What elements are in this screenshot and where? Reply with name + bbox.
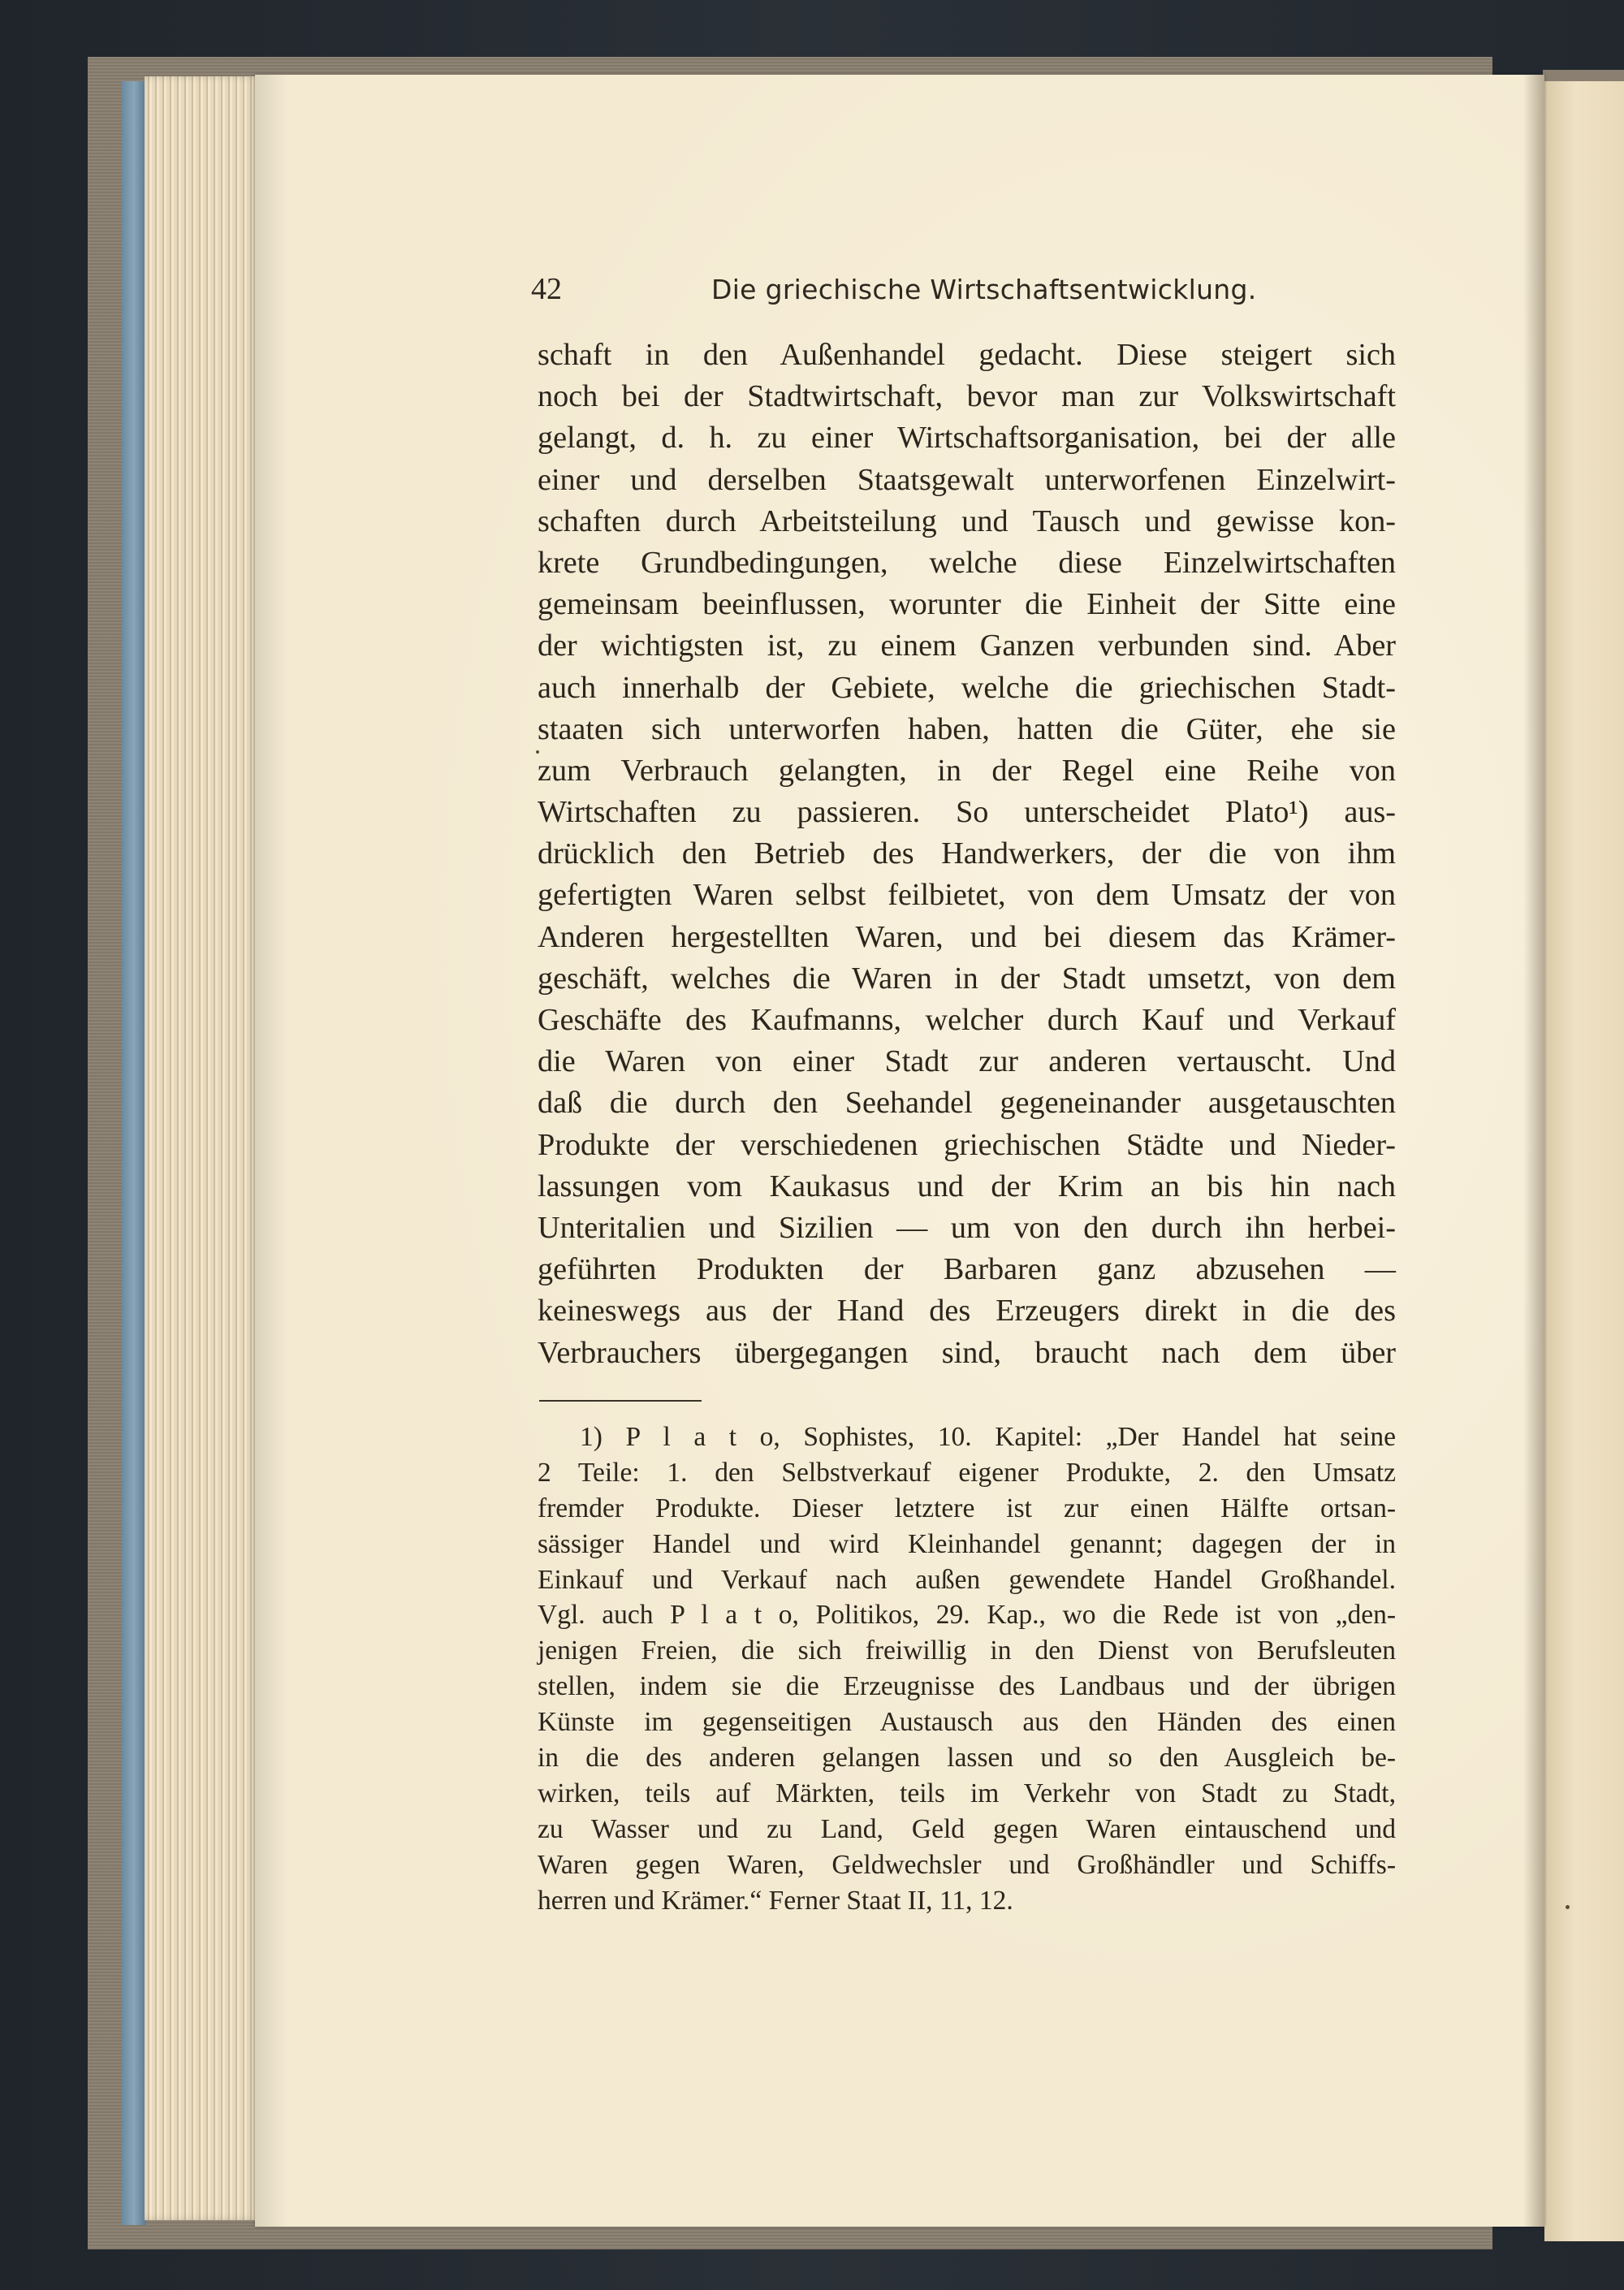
paper-speck	[536, 750, 539, 754]
footnote-line: Einkauf und Verkauf nach außen gewendete Handel Großhandel.	[538, 1564, 1396, 1595]
page-header	[531, 271, 1262, 312]
gutter-shadow	[1523, 75, 1544, 2227]
body-line: schaft in den Außenhandel gedacht. Diese steigert sich	[538, 338, 1396, 372]
footnote-line: 2 Teile: 1. den Selbstverkauf eigener Produkte, 2. den Umsatz	[538, 1457, 1396, 1488]
footnote-line: Waren gegen Waren, Geldwechsler und Großhändler und Schiffs-	[538, 1849, 1396, 1880]
body-line: daß die durch den Seehandel gegeneinander ausgetauschten	[538, 1086, 1396, 1121]
body-line: auch innerhalb der Gebiete, welche die griechischen Stadt-	[538, 670, 1396, 705]
footnote-line: zu Wasser und zu Land, Geld gegen Waren eintauschend und	[538, 1813, 1396, 1844]
running-head: Die griechische Wirtschaftsentwicklung.	[711, 274, 1257, 305]
footnote-line: jenigen Freien, die sich freiwillig in den Dienst von Berufsleuten	[538, 1635, 1396, 1666]
body-line: Geschäfte des Kaufmanns, welcher durch Kauf und Verkauf	[538, 1003, 1396, 1037]
body-line: Produkte der verschiedenen griechischen Städte und Nieder-	[538, 1127, 1396, 1162]
footnote-line: stellen, indem sie die Erzeugnisse des Landbaus und der übrigen	[538, 1671, 1396, 1702]
page-edges	[145, 76, 258, 2220]
body-line: Wirtschaften zu passieren. So unterscheidet Plato¹) aus-	[538, 795, 1396, 830]
body-line: lassungen vom Kaukasus und der Krim an bis hin nach	[538, 1169, 1396, 1203]
footnote-line: fremder Produkte. Dieser letztere ist zur einen Hälfte ortsan-	[538, 1493, 1396, 1523]
footnote-line: Künste im gegenseitigen Austausch aus den Händen des einen	[538, 1707, 1396, 1738]
body-text	[538, 335, 1396, 1374]
body-line: krete Grundbedingungen, welche diese Einzelwirtschaften	[538, 545, 1396, 580]
body-line: drücklich den Betrieb des Handwerkers, der die von ihm	[538, 836, 1396, 871]
footnote-rule	[539, 1400, 702, 1402]
body-line: gelangt, d. h. zu einer Wirtschaftsorganisation, bei der alle	[538, 421, 1396, 456]
body-line: zum Verbrauch gelangten, in der Regel eine Reihe von	[538, 753, 1396, 788]
body-line: Unteritalien und Sizilien — um von den durch ihn herbei-	[538, 1210, 1396, 1245]
footnote-line: in die des anderen gelangen lassen und so den Ausgleich be-	[538, 1743, 1396, 1774]
page-number: 42	[531, 272, 562, 306]
body-line: geschäft, welches die Waren in der Stadt umsetzt, von dem	[538, 961, 1396, 996]
footnote-line: sässiger Handel und wird Kleinhandel genannt; dagegen der in	[538, 1528, 1396, 1559]
body-line: noch bei der Stadtwirtschaft, bevor man zur Volkswirtschaft	[538, 379, 1396, 414]
paper-speck	[1566, 1905, 1570, 1909]
body-line: gefertigten Waren selbst feilbietet, von dem Umsatz der von	[538, 878, 1396, 913]
body-line: einer und derselben Staatsgewalt unterworfenen Einzelwirt-	[538, 462, 1396, 497]
body-line: die Waren von einer Stadt zur anderen vertauscht. Und	[538, 1044, 1396, 1079]
footnote-line: Vgl. auch P l a t o, Politikos, 29. Kap., wo die Rede ist von „den-	[538, 1600, 1396, 1631]
body-line: schaften durch Arbeitsteilung und Tausch und gewisse kon-	[538, 503, 1396, 538]
body-line: der wichtigsten ist, zu einem Ganzen verbunden sind. Aber	[538, 629, 1396, 663]
body-line: Verbrauchers übergegangen sind, braucht nach dem über	[538, 1335, 1396, 1370]
footnote-line: wirken, teils auf Märkten, teils im Verkehr von Stadt zu Stadt,	[538, 1778, 1396, 1808]
body-line: gemeinsam beeinflussen, worunter die Einheit der Sitte eine	[538, 587, 1396, 622]
body-line: Anderen hergestellten Waren, und bei diesem das Krämer-	[538, 919, 1396, 954]
footnote-line: 1) P l a t o, Sophistes, 10. Kapitel: „Der Handel hat seine	[580, 1422, 1396, 1452]
footnote-line: herren und Krämer.“ Ferner Staat II, 11, 12.	[538, 1885, 1013, 1916]
body-line: geführten Produkten der Barbaren ganz abzusehen —	[538, 1252, 1396, 1287]
footnote	[538, 1419, 1396, 1918]
facing-page-edge	[1544, 81, 1624, 2241]
book-cover-edge	[122, 81, 146, 2225]
body-line: keineswegs aus der Hand des Erzeugers direkt in die des	[538, 1294, 1396, 1329]
body-line: staaten sich unterworfen haben, hatten die Güter, ehe sie	[538, 711, 1396, 746]
